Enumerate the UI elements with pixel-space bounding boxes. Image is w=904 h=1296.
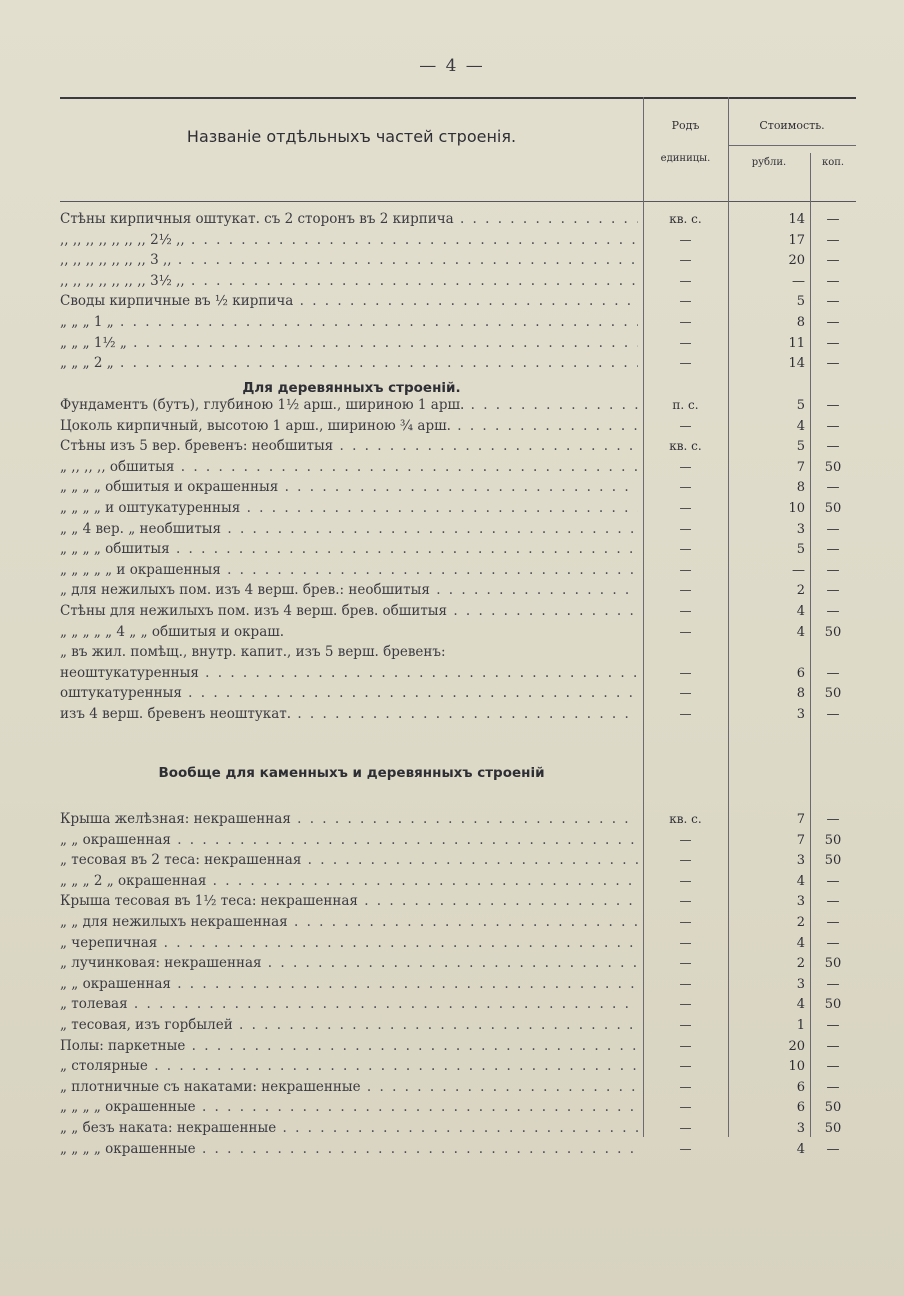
row-unit: — (679, 665, 692, 680)
table-row (60, 622, 856, 643)
row-description: Полы: паркетные . . . (60, 1036, 638, 1057)
row-kopecks: — (826, 915, 840, 930)
row-unit: кв. с. (669, 212, 702, 226)
row-unit: — (679, 273, 692, 288)
row-kopecks: — (826, 273, 840, 289)
row-description: ,, ,, ,, ,, ,, ,, ,, 3½ ,, . . . (60, 271, 638, 292)
row-unit: — (679, 294, 692, 309)
row-kopecks: — (826, 1141, 840, 1157)
row-rubles: 3 (796, 853, 805, 869)
row-description: Стѣны для нежилыхъ пом. изъ 4 верш. брев. обшитыя . . . (60, 601, 638, 622)
row-description: „ толевая . . . (60, 994, 638, 1015)
row-rubles: 8 (796, 686, 805, 702)
table-row (60, 974, 856, 995)
row-unit: — (679, 542, 692, 557)
row-kopecks: — (826, 1079, 840, 1095)
column-header-name: Названіе отдѣльныхъ частей строенія. (186, 127, 517, 146)
row-rubles: 7 (796, 459, 805, 475)
table-row (60, 1036, 856, 1057)
row-unit: кв. с. (669, 439, 702, 454)
row-unit: — (679, 1100, 692, 1115)
table-row (60, 601, 856, 622)
row-rubles: 3 (796, 1121, 805, 1136)
row-rubles: 6 (796, 665, 805, 681)
row-rubles: 1 (796, 1018, 805, 1033)
row-unit: — (679, 935, 692, 950)
row-rubles: 5 (796, 294, 805, 310)
row-unit: — (679, 686, 692, 701)
row-description: „ „ „ „ обшитыя и окрашенныя . . . (60, 477, 638, 498)
table-row (60, 953, 856, 974)
row-unit: — (679, 418, 692, 433)
row-unit: — (679, 1018, 692, 1032)
column-header-cost: Стоимость. (759, 119, 825, 132)
row-unit: — (679, 1079, 692, 1094)
row-unit: — (679, 915, 692, 929)
row-unit: п. с. (672, 398, 699, 412)
row-rubles: 20 (788, 253, 805, 269)
row-kopecks: — (826, 812, 840, 827)
row-kopecks: 50 (824, 1100, 842, 1116)
row-rubles: 2 (796, 956, 805, 972)
section-heading: Для деревянныхъ строеній. (242, 380, 461, 396)
row-description: „ черепичная . . . (60, 933, 638, 954)
row-description: „ ,, ,, ,, обшитыя . . . (60, 457, 638, 478)
row-description: „ лучинковая: некрашенная . . . (60, 953, 638, 974)
row-unit: — (679, 253, 692, 268)
row-rubles: 4 (796, 604, 805, 619)
row-unit: — (679, 624, 692, 639)
row-kopecks: — (826, 894, 840, 910)
table-row (60, 498, 856, 519)
table-row (60, 230, 856, 251)
table-row (60, 642, 856, 663)
row-rubles: 4 (796, 873, 805, 889)
table-row (60, 353, 856, 374)
row-unit: — (679, 707, 692, 721)
row-kopecks: — (826, 976, 840, 992)
row-unit: — (679, 1121, 692, 1135)
row-description: „ „ „ „ обшитыя . . . (60, 539, 638, 560)
row-unit: — (679, 1059, 692, 1074)
row-description: „ „ „ „ окрашенные . . . (60, 1097, 638, 1118)
row-unit: — (679, 997, 692, 1012)
row-kopecks: — (826, 1059, 840, 1075)
row-description: „ „ „ „ окрашенные . . . (60, 1139, 638, 1160)
table-top-rule (60, 97, 856, 99)
row-rubles: 11 (788, 335, 805, 351)
row-rubles: 3 (796, 894, 805, 910)
row-description: „ „ „ 1½ „ . . . (60, 333, 638, 354)
table-row (60, 312, 856, 333)
row-kopecks: 50 (824, 997, 842, 1013)
row-description: „ столярные . . . (60, 1056, 638, 1077)
row-kopecks: — (826, 253, 840, 269)
price-table (60, 97, 856, 1247)
row-rubles: 3 (796, 976, 805, 992)
row-description: „ для нежилыхъ пом. изъ 4 верш. брев.: необшитыя . . . (60, 580, 638, 601)
row-description: неоштукатуренныя . . . (60, 663, 638, 684)
row-unit: — (679, 232, 692, 247)
row-rubles: 4 (796, 418, 805, 434)
row-rubles: 14 (788, 212, 805, 227)
row-unit: — (679, 1141, 692, 1156)
row-description: Крыша тесовая въ 1½ теса: некрашенная . . . (60, 891, 638, 912)
row-kopecks: — (826, 1038, 840, 1054)
table-row (60, 1015, 856, 1036)
row-description: „ плотничные съ накатами: некрашенные . . . (60, 1077, 638, 1098)
row-description: „ тесовая въ 2 теса: некрашенная . . . (60, 850, 638, 871)
row-unit: — (679, 976, 692, 991)
row-rubles: 2 (796, 915, 805, 930)
table-row (60, 663, 856, 684)
row-description: изъ 4 верш. бревенъ неоштукат. . . . (60, 704, 638, 725)
table-row (60, 1118, 856, 1139)
table-row (60, 477, 856, 498)
row-kopecks: 50 (824, 853, 842, 869)
row-rubles: 17 (788, 232, 805, 248)
table-row (60, 1139, 856, 1160)
row-rubles: 5 (796, 398, 805, 413)
row-description: „ „ „ 2 „ . . . (60, 353, 638, 374)
table-row (60, 457, 856, 478)
row-rubles: 6 (796, 1100, 805, 1116)
row-rubles: 6 (796, 1079, 805, 1095)
table-row (60, 333, 856, 354)
row-description: оштукатуренныя . . . (60, 683, 638, 704)
row-rubles: 4 (796, 997, 805, 1013)
row-kopecks: — (826, 665, 840, 681)
table-row (60, 912, 856, 933)
row-rubles: 7 (796, 812, 805, 827)
row-kopecks: 50 (824, 686, 842, 702)
row-rubles: 4 (796, 624, 805, 640)
row-description: „ „ окрашенная . . . (60, 830, 638, 851)
section-heading: Вообще для каменныхъ и деревянныхъ строеній (158, 765, 545, 781)
row-kopecks: — (826, 356, 840, 372)
table-row (60, 994, 856, 1015)
row-kopecks: — (826, 212, 840, 227)
row-rubles: 5 (796, 542, 805, 558)
row-unit: — (679, 873, 692, 888)
column-header-kop: коп. (821, 157, 845, 168)
table-row (60, 209, 856, 230)
row-description: „ въ жил. помѣщ., внутр. капит., изъ 5 верш. бревенъ: (60, 644, 446, 661)
row-unit: — (679, 459, 692, 474)
row-description: „ „ „ 1 „ . . . (60, 312, 638, 333)
table-row (60, 809, 856, 830)
row-rubles: 2 (796, 583, 805, 599)
column-header-unit-line1: Родъ (671, 119, 700, 132)
row-kopecks: — (826, 315, 840, 330)
row-rubles: 10 (788, 501, 805, 516)
row-unit: — (679, 356, 692, 371)
row-kopecks: 50 (824, 624, 842, 640)
table-row (60, 539, 856, 560)
row-kopecks: — (826, 707, 840, 722)
table-header-rule (60, 201, 856, 202)
table-row (60, 891, 856, 912)
table-row (60, 1077, 856, 1098)
row-description: Фундаментъ (бутъ), глубиною 1½ арш., шириною 1 арш. . . . (60, 395, 638, 416)
table-row (60, 519, 856, 540)
row-rubles: — (792, 273, 805, 289)
row-kopecks: — (826, 480, 840, 496)
row-unit: — (679, 894, 692, 909)
row-kopecks: — (826, 583, 840, 599)
column-header-unit-line2: единицы. (660, 153, 711, 164)
page-number: — 4 — (419, 56, 485, 76)
table-row (60, 436, 856, 457)
row-kopecks: — (826, 232, 840, 248)
table-row (60, 250, 856, 271)
row-unit: — (679, 1038, 692, 1053)
table-row (60, 1097, 856, 1118)
row-unit: — (679, 853, 692, 868)
row-description: „ „ „ „ „ и окрашенныя . . . (60, 560, 638, 581)
row-description: Своды кирпичные въ ½ кирпича . . . (60, 291, 638, 312)
row-kopecks: — (826, 542, 840, 558)
row-description: „ „ окрашенная . . . (60, 974, 638, 995)
table-row (60, 1056, 856, 1077)
row-description: „ „ „ 2 „ окрашенная . . . (60, 871, 638, 892)
row-unit: — (679, 501, 692, 515)
row-rubles: 4 (796, 1141, 805, 1157)
row-kopecks: — (826, 335, 840, 351)
row-kopecks: — (826, 294, 840, 310)
row-kopecks: — (826, 562, 840, 578)
row-rubles: 8 (796, 315, 805, 330)
row-unit: — (679, 562, 692, 577)
row-kopecks: 50 (824, 501, 842, 516)
row-rubles: 8 (796, 480, 805, 496)
row-description: Стѣны кирпичныя оштукат. съ 2 сторонъ въ 2 кирпича . . . (60, 209, 638, 230)
row-kopecks: 50 (824, 459, 842, 475)
row-unit: — (679, 604, 692, 618)
row-kopecks: 50 (824, 832, 842, 848)
row-rubles: — (792, 562, 805, 578)
row-rubles: 4 (796, 935, 805, 951)
table-row (60, 580, 856, 601)
table-row (60, 416, 856, 437)
row-kopecks: — (826, 604, 840, 619)
row-kopecks: — (826, 521, 840, 537)
table-row (60, 560, 856, 581)
row-rubles: 3 (796, 707, 805, 722)
row-rubles: 10 (788, 1059, 805, 1075)
row-description: „ „ „ „ „ 4 „ „ обшитыя и окраш. (60, 623, 285, 640)
table-row (60, 830, 856, 851)
row-unit: — (679, 832, 692, 847)
row-rubles: 5 (796, 439, 805, 455)
table-row (60, 271, 856, 292)
row-kopecks: 50 (824, 956, 842, 972)
row-kopecks: — (826, 1018, 840, 1033)
column-header-rub: рубли. (751, 157, 787, 168)
row-kopecks: — (826, 873, 840, 889)
row-description: ,, ,, ,, ,, ,, ,, ,, 2½ ,, . . . (60, 230, 638, 251)
row-description: „ „ 4 вер. „ необшитыя . . . (60, 519, 638, 540)
row-rubles: 3 (796, 521, 805, 537)
row-description: Цоколь кирпичный, высотою 1 арш., шириною ¾ арш. . . . (60, 416, 638, 437)
row-unit: кв. с. (669, 812, 702, 826)
row-kopecks: 50 (824, 1121, 842, 1136)
table-row (60, 683, 856, 704)
table-row (60, 933, 856, 954)
row-rubles: 7 (796, 832, 805, 848)
row-description: „ „ для нежилыхъ некрашенная . . . (60, 912, 638, 933)
row-unit: — (679, 335, 692, 350)
row-description: „ „ „ „ и оштукатуренныя . . . (60, 498, 638, 519)
row-description: Стѣны изъ 5 вер. бревенъ: необшитыя . . . (60, 436, 638, 457)
table-row (60, 291, 856, 312)
row-description: „ тесовая, изъ горбылей . . . (60, 1015, 638, 1036)
table-row (60, 850, 856, 871)
row-unit: — (679, 480, 692, 495)
table-row (60, 704, 856, 725)
row-kopecks: — (826, 398, 840, 413)
table-row (60, 395, 856, 416)
table-row (60, 871, 856, 892)
row-unit: — (679, 956, 692, 971)
row-rubles: 20 (788, 1038, 805, 1054)
row-kopecks: — (826, 935, 840, 951)
row-description: ,, ,, ,, ,, ,, ,, ,, 3 ,, . . . (60, 250, 638, 271)
row-unit: — (679, 521, 692, 536)
row-kopecks: — (826, 418, 840, 434)
row-description: „ „ безъ наката: некрашенные . . . (60, 1118, 638, 1139)
row-unit: — (679, 583, 692, 598)
row-rubles: 14 (788, 356, 805, 372)
row-kopecks: — (826, 439, 840, 455)
row-unit: — (679, 315, 692, 329)
row-description: Крыша желѣзная: некрашенная . . . (60, 809, 638, 830)
cost-subheader-rule (728, 145, 856, 146)
